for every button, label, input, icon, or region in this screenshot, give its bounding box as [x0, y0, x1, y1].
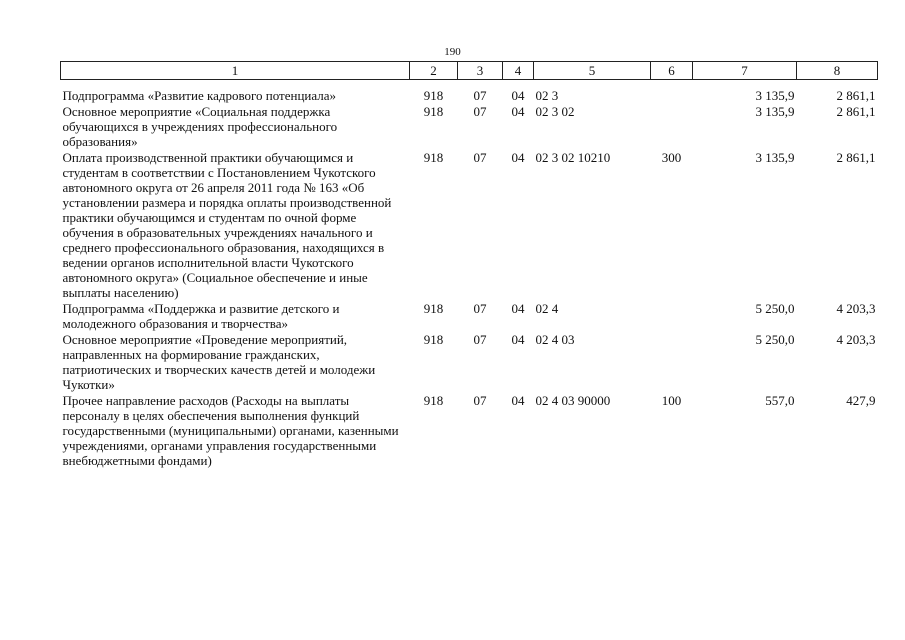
row-article-cell: 02 3 02 — [535, 104, 575, 119]
table-row — [61, 331, 878, 392]
row-name-cell: Основное мероприятие «Проведение мероприятий, направленных на формирование гражданских, патриотических и творческих качеств детей и молодежи Чукотки» — [62, 332, 376, 392]
row-article-cell: 02 4 03 — [535, 332, 575, 347]
row-article-cell: 02 3 — [535, 88, 559, 103]
row-subsection-cell: 04 — [511, 104, 525, 119]
row-amount-8-cell: 427,9 — [846, 393, 876, 408]
header-row — [61, 62, 878, 80]
row-name-cell: Подпрограмма «Развитие кадрового потенциала» — [62, 88, 337, 103]
row-amount-7-cell: 3 135,9 — [755, 150, 795, 165]
row-expense-type-cell — [651, 103, 693, 149]
page-number: 190 — [444, 46, 461, 58]
row-gov-code-cell: 918 — [423, 393, 444, 408]
column-header-2: 2 — [410, 62, 458, 80]
table-row — [61, 300, 878, 331]
column-header-5: 5 — [534, 62, 651, 80]
row-article-cell: 02 4 03 90000 — [535, 393, 611, 408]
table-row — [61, 392, 878, 468]
row-expense-type-cell: 100 — [661, 393, 682, 408]
row-article-cell: 02 4 — [535, 301, 559, 316]
row-section-cell: 07 — [473, 301, 487, 316]
row-amount-7-cell: 3 135,9 — [755, 104, 795, 119]
column-header-7: 7 — [693, 62, 797, 80]
row-subsection-cell: 04 — [511, 393, 525, 408]
row-expense-type-cell — [651, 331, 693, 392]
row-expense-type-cell — [651, 80, 693, 104]
row-amount-8-cell: 4 203,3 — [836, 332, 876, 347]
row-name-cell: Основное мероприятие «Социальная поддержка обучающихся в учреждениях профессионального образования» — [62, 104, 338, 149]
row-amount-7-cell: 5 250,0 — [755, 301, 795, 316]
column-header-4: 4 — [503, 62, 534, 80]
row-amount-7-cell: 557,0 — [765, 393, 795, 408]
row-gov-code-cell: 918 — [423, 301, 444, 316]
table-row — [61, 103, 878, 149]
column-header-1: 1 — [61, 62, 410, 80]
column-header-3: 3 — [458, 62, 503, 80]
row-subsection-cell: 04 — [511, 332, 525, 347]
row-amount-8-cell: 2 861,1 — [836, 150, 876, 165]
row-amount-7-cell: 5 250,0 — [755, 332, 795, 347]
row-amount-7-cell: 3 135,9 — [755, 88, 795, 103]
row-gov-code-cell: 918 — [423, 332, 444, 347]
row-section-cell: 07 — [473, 393, 487, 408]
table-row — [61, 149, 878, 300]
row-gov-code-cell: 918 — [423, 150, 444, 165]
budget-table — [60, 61, 878, 468]
row-section-cell: 07 — [473, 150, 487, 165]
row-amount-8-cell: 2 861,1 — [836, 104, 876, 119]
row-name-cell: Прочее направление расходов (Расходы на выплаты персоналу в целях обеспечения выполнения функций государственными (муниципальными) органами, казенными учреждениями, органами управления государственными внебюджетными фондами) — [62, 393, 399, 468]
column-header-6: 6 — [651, 62, 693, 80]
row-section-cell: 07 — [473, 332, 487, 347]
row-amount-8-cell: 4 203,3 — [836, 301, 876, 316]
row-section-cell: 07 — [473, 88, 487, 103]
row-gov-code-cell: 918 — [423, 88, 444, 103]
table-row — [61, 80, 878, 104]
row-subsection-cell: 04 — [511, 88, 525, 103]
row-subsection-cell: 04 — [511, 301, 525, 316]
row-name-cell: Оплата производственной практики обучающимся и студентам в соответствии с Постановлением Чукотского автономного округа от 26 апреля 2011 года № 163 «Об установлении размера и порядка оплаты производственной практики обучающимся и студентам по очной форме обучения в образовательных учреждениях начального и среднего профессионального образования, находящихся в ведении органов исполнительной власти Чукотского автономного округа» (Социальное обеспечение и иные выплаты населению) — [62, 150, 392, 300]
row-subsection-cell: 04 — [511, 150, 525, 165]
row-expense-type-cell — [651, 300, 693, 331]
row-expense-type-cell: 300 — [661, 150, 682, 165]
row-section-cell: 07 — [473, 104, 487, 119]
row-amount-8-cell: 2 861,1 — [836, 88, 876, 103]
column-header-8: 8 — [797, 62, 878, 80]
row-article-cell: 02 3 02 10210 — [535, 150, 611, 165]
row-gov-code-cell: 918 — [423, 104, 444, 119]
row-name-cell: Подпрограмма «Поддержка и развитие детского и молодежного образования и творчества» — [62, 301, 340, 331]
